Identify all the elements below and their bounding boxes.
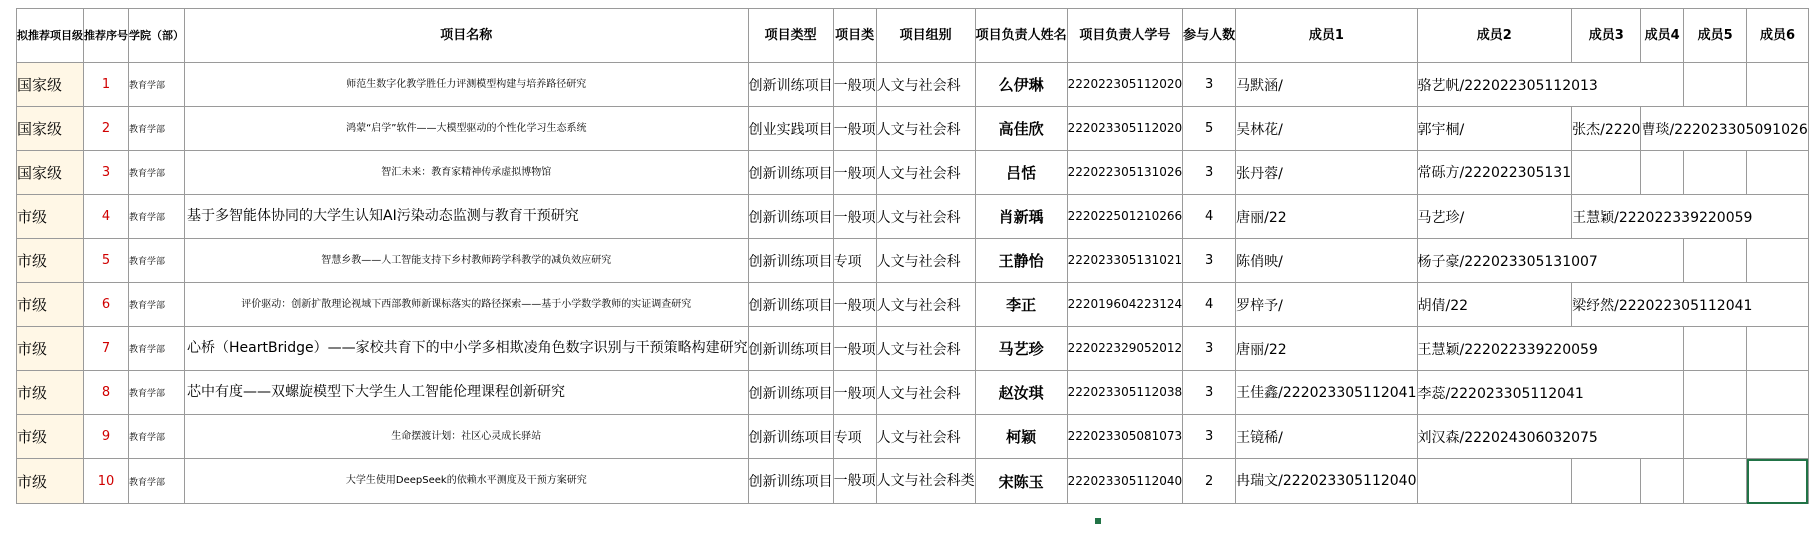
cell-group[interactable]: 人文与社会科类 xyxy=(876,459,975,504)
cell-rank[interactable]: 1 xyxy=(84,63,129,107)
cell-category[interactable]: 一般项 xyxy=(833,195,876,239)
cell-participants[interactable]: 4 xyxy=(1183,283,1236,327)
cell-leader-name[interactable]: 赵汝琪 xyxy=(975,371,1067,415)
table-row xyxy=(17,107,1809,151)
cell-member2[interactable]: 王慧颖/222022339220059 xyxy=(1417,327,1683,371)
header-college[interactable]: 学院（部） xyxy=(129,9,185,63)
cell-member4[interactable]: 曹琰/222023305091026 xyxy=(1641,107,1808,151)
cell-level[interactable]: 国家级 xyxy=(17,151,84,195)
cell-leader-id[interactable]: 222019604223124 xyxy=(1067,283,1183,327)
cell-group[interactable]: 人文与社会科 xyxy=(876,63,975,107)
cell-member2[interactable]: 李蕊/222023305112041 xyxy=(1417,371,1683,415)
header-level[interactable]: 拟推荐项目级 xyxy=(17,9,84,63)
header-member4[interactable]: 成员4 xyxy=(1641,9,1683,63)
cell-leader-id[interactable]: 222022305131026 xyxy=(1067,151,1183,195)
cell-college[interactable]: 教育学部 xyxy=(129,459,185,504)
cell-member2[interactable]: 刘汉森/222024306032075 xyxy=(1417,415,1683,459)
fill-handle[interactable] xyxy=(1094,517,1102,525)
table-row xyxy=(17,371,1809,415)
table-row xyxy=(17,239,1809,283)
cell-college[interactable]: 教育学部 xyxy=(129,63,185,107)
cell-project-type[interactable]: 创新训练项目 xyxy=(748,459,833,504)
cell-project-type[interactable]: 创新训练项目 xyxy=(748,371,833,415)
cell-category[interactable]: 一般项 xyxy=(833,151,876,195)
cell-project-type[interactable]: 创新训练项目 xyxy=(748,239,833,283)
cell-group[interactable]: 人文与社会科 xyxy=(876,371,975,415)
cell-project-type[interactable]: 创新训练项目 xyxy=(748,283,833,327)
cell-group[interactable]: 人文与社会科 xyxy=(876,327,975,371)
cell-member3[interactable] xyxy=(1572,459,1641,504)
cell-project-name[interactable]: 智汇未来：教育家精神传承虚拟博物馆 xyxy=(185,151,749,195)
cell-leader-name[interactable]: 柯颖 xyxy=(975,415,1067,459)
header-member5[interactable]: 成员5 xyxy=(1683,9,1747,63)
cell-project-name[interactable]: 心桥（HeartBridge）——家校共育下的中小学多相欺凌角色数字识别与干预策略构建研究 xyxy=(185,327,749,371)
cell-member5[interactable] xyxy=(1683,459,1747,504)
cell-member1[interactable]: 王佳鑫/222023305112041 xyxy=(1236,371,1417,415)
cell-member2[interactable]: 郭宇桐/ xyxy=(1417,107,1572,151)
cell-member6[interactable] xyxy=(1747,239,1808,283)
cell-project-type[interactable]: 创新训练项目 xyxy=(748,63,833,107)
cell-member3[interactable]: 梁纾然/222022305112041 xyxy=(1572,283,1809,327)
selected-cell[interactable] xyxy=(1747,459,1808,504)
cell-project-name[interactable]: 鸿蒙“启学”软件——大模型驱动的个性化学习生态系统 xyxy=(185,107,749,151)
cell-member1[interactable]: 张丹蓉/ xyxy=(1236,151,1417,195)
cell-leader-name[interactable]: 么伊琳 xyxy=(975,63,1067,107)
cell-member2[interactable]: 骆艺帆/222022305112013 xyxy=(1417,63,1683,107)
cell-participants[interactable]: 2 xyxy=(1183,459,1236,504)
cell-level[interactable]: 市级 xyxy=(17,459,84,504)
cell-member1[interactable]: 吴林花/ xyxy=(1236,107,1417,151)
cell-participants[interactable]: 3 xyxy=(1183,63,1236,107)
cell-member5[interactable] xyxy=(1683,151,1747,195)
cell-member6[interactable] xyxy=(1747,415,1808,459)
cell-leader-id[interactable]: 222023305112038 xyxy=(1067,371,1183,415)
cell-level[interactable]: 市级 xyxy=(17,371,84,415)
cell-leader-id[interactable]: 222022329052012 xyxy=(1067,327,1183,371)
cell-member6[interactable] xyxy=(1747,327,1808,371)
header-project-name[interactable]: 项目名称 xyxy=(185,9,749,63)
cell-project-name[interactable]: 评价驱动：创新扩散理论视域下西部教师新课标落实的路径探索——基于小学数学教师的实证调查研究 xyxy=(185,283,749,327)
cell-member6[interactable] xyxy=(1747,151,1808,195)
cell-rank[interactable]: 5 xyxy=(84,239,129,283)
cell-member5[interactable] xyxy=(1683,371,1747,415)
table-row xyxy=(17,283,1809,327)
cell-leader-id[interactable]: 222022501210266 xyxy=(1067,195,1183,239)
cell-project-type[interactable]: 创新训练项目 xyxy=(748,195,833,239)
cell-leader-id[interactable]: 222023305081073 xyxy=(1067,415,1183,459)
cell-participants[interactable]: 3 xyxy=(1183,327,1236,371)
header-leader-id[interactable]: 项目负责人学号 xyxy=(1067,9,1183,63)
table-row xyxy=(17,415,1809,459)
cell-project-type[interactable]: 创业实践项目 xyxy=(748,107,833,151)
cell-leader-id[interactable]: 222023305112020 xyxy=(1067,107,1183,151)
cell-project-name[interactable]: 基于多智能体协同的大学生认知AI污染动态监测与教育干预研究 xyxy=(185,195,749,239)
header-participants[interactable]: 参与人数 xyxy=(1183,9,1236,63)
cell-leader-id[interactable]: 222023305112040 xyxy=(1067,459,1183,504)
table-row xyxy=(17,327,1809,371)
cell-member2[interactable] xyxy=(1417,459,1572,504)
header-row xyxy=(17,9,1809,63)
cell-participants[interactable]: 3 xyxy=(1183,415,1236,459)
header-member6[interactable]: 成员6 xyxy=(1747,9,1808,63)
cell-category[interactable]: 一般项 xyxy=(833,283,876,327)
cell-level[interactable]: 市级 xyxy=(17,327,84,371)
cell-project-name[interactable]: 师范生数字化教学胜任力评测模型构建与培养路径研究 xyxy=(185,63,749,107)
cell-member2[interactable]: 常砾方/222022305131 xyxy=(1417,151,1572,195)
cell-member6[interactable] xyxy=(1747,63,1808,107)
cell-level[interactable]: 国家级 xyxy=(17,107,84,151)
cell-member1[interactable]: 唐丽/22 xyxy=(1236,195,1417,239)
cell-member4[interactable] xyxy=(1641,459,1683,504)
cell-member2[interactable]: 马艺珍/ xyxy=(1417,195,1572,239)
cell-college[interactable]: 教育学部 xyxy=(129,283,185,327)
cell-member5[interactable] xyxy=(1683,415,1747,459)
cell-member4[interactable] xyxy=(1641,151,1683,195)
header-rank[interactable]: 推荐序号 xyxy=(84,9,129,63)
cell-group[interactable]: 人文与社会科 xyxy=(876,283,975,327)
cell-group[interactable]: 人文与社会科 xyxy=(876,107,975,151)
cell-member5[interactable] xyxy=(1683,63,1747,107)
cell-project-name[interactable]: 芯中有度——双螺旋模型下大学生人工智能伦理课程创新研究 xyxy=(185,371,749,415)
cell-level[interactable]: 市级 xyxy=(17,283,84,327)
cell-college[interactable]: 教育学部 xyxy=(129,195,185,239)
cell-category[interactable]: 专项 xyxy=(833,415,876,459)
cell-level[interactable]: 市级 xyxy=(17,195,84,239)
cell-level[interactable]: 市级 xyxy=(17,415,84,459)
cell-rank[interactable]: 7 xyxy=(84,327,129,371)
cell-member3[interactable]: 张杰/2220 xyxy=(1572,107,1641,151)
cell-leader-id[interactable]: 222022305112020 xyxy=(1067,63,1183,107)
cell-college[interactable]: 教育学部 xyxy=(129,239,185,283)
cell-rank[interactable]: 3 xyxy=(84,151,129,195)
cell-project-type[interactable]: 创新训练项目 xyxy=(748,327,833,371)
cell-member5[interactable] xyxy=(1683,239,1747,283)
cell-leader-name[interactable]: 高佳欣 xyxy=(975,107,1067,151)
header-leader-name[interactable]: 项目负责人姓名 xyxy=(975,9,1067,63)
cell-member5[interactable] xyxy=(1683,327,1747,371)
cell-participants[interactable]: 4 xyxy=(1183,195,1236,239)
cell-group[interactable]: 人文与社会科 xyxy=(876,195,975,239)
cell-rank[interactable]: 6 xyxy=(84,283,129,327)
table-row xyxy=(17,151,1809,195)
cell-rank[interactable]: 9 xyxy=(84,415,129,459)
cell-group[interactable]: 人文与社会科 xyxy=(876,239,975,283)
cell-leader-name[interactable]: 肖新瑀 xyxy=(975,195,1067,239)
cell-college[interactable]: 教育学部 xyxy=(129,151,185,195)
cell-member2[interactable]: 胡倩/22 xyxy=(1417,283,1572,327)
cell-project-name[interactable]: 智慧乡教——人工智能支持下乡村教师跨学科教学的减负效应研究 xyxy=(185,239,749,283)
cell-leader-name[interactable]: 宋陈玉 xyxy=(975,459,1067,504)
table-row xyxy=(17,195,1809,239)
cell-member1[interactable]: 王镜稀/ xyxy=(1236,415,1417,459)
cell-member1[interactable]: 罗梓予/ xyxy=(1236,283,1417,327)
cell-participants[interactable]: 3 xyxy=(1183,239,1236,283)
header-member3[interactable]: 成员3 xyxy=(1572,9,1641,63)
cell-category[interactable]: 一般项 xyxy=(833,327,876,371)
cell-rank[interactable]: 8 xyxy=(84,371,129,415)
cell-category[interactable]: 一般项 xyxy=(833,107,876,151)
project-table xyxy=(16,8,1809,504)
cell-participants[interactable]: 3 xyxy=(1183,371,1236,415)
cell-participants[interactable]: 5 xyxy=(1183,107,1236,151)
cell-project-name[interactable]: 生命摆渡计划：社区心灵成长驿站 xyxy=(185,415,749,459)
cell-leader-name[interactable]: 马艺珍 xyxy=(975,327,1067,371)
header-member2[interactable]: 成员2 xyxy=(1417,9,1572,63)
cell-group[interactable]: 人文与社会科 xyxy=(876,151,975,195)
cell-rank[interactable]: 2 xyxy=(84,107,129,151)
cell-project-type[interactable]: 创新训练项目 xyxy=(748,151,833,195)
header-member1[interactable]: 成员1 xyxy=(1236,9,1417,63)
cell-college[interactable]: 教育学部 xyxy=(129,327,185,371)
cell-member3[interactable] xyxy=(1572,151,1641,195)
cell-college[interactable]: 教育学部 xyxy=(129,371,185,415)
cell-member1[interactable]: 陈俏映/ xyxy=(1236,239,1417,283)
cell-member6[interactable] xyxy=(1747,371,1808,415)
cell-leader-name[interactable]: 王静怡 xyxy=(975,239,1067,283)
header-category[interactable]: 项目类 xyxy=(833,9,876,63)
cell-member1[interactable]: 唐丽/22 xyxy=(1236,327,1417,371)
header-project-type[interactable]: 项目类型 xyxy=(748,9,833,63)
cell-category[interactable]: 一般项 xyxy=(833,459,876,504)
table-row xyxy=(17,63,1809,107)
cell-project-type[interactable]: 创新训练项目 xyxy=(748,415,833,459)
cell-level[interactable]: 国家级 xyxy=(17,63,84,107)
cell-leader-name[interactable]: 李正 xyxy=(975,283,1067,327)
cell-member1[interactable]: 马默涵/ xyxy=(1236,63,1417,107)
header-group[interactable]: 项目组别 xyxy=(876,9,975,63)
cell-project-name[interactable]: 大学生使用DeepSeek的依赖水平测度及干预方案研究 xyxy=(185,459,749,504)
cell-leader-id[interactable]: 222023305131021 xyxy=(1067,239,1183,283)
cell-member2[interactable]: 杨子豪/222023305131007 xyxy=(1417,239,1683,283)
cell-rank[interactable]: 10 xyxy=(84,459,129,504)
cell-college[interactable]: 教育学部 xyxy=(129,107,185,151)
cell-rank[interactable]: 4 xyxy=(84,195,129,239)
cell-member3[interactable]: 王慧颖/222022339220059 xyxy=(1572,195,1809,239)
cell-category[interactable]: 一般项 xyxy=(833,63,876,107)
cell-member1[interactable]: 冉瑞文/222023305112040 xyxy=(1236,459,1417,504)
cell-category[interactable]: 专项 xyxy=(833,239,876,283)
cell-group[interactable]: 人文与社会科 xyxy=(876,415,975,459)
cell-category[interactable]: 一般项 xyxy=(833,371,876,415)
cell-level[interactable]: 市级 xyxy=(17,239,84,283)
cell-leader-name[interactable]: 吕恬 xyxy=(975,151,1067,195)
cell-college[interactable]: 教育学部 xyxy=(129,415,185,459)
cell-participants[interactable]: 3 xyxy=(1183,151,1236,195)
table-row xyxy=(17,459,1809,504)
